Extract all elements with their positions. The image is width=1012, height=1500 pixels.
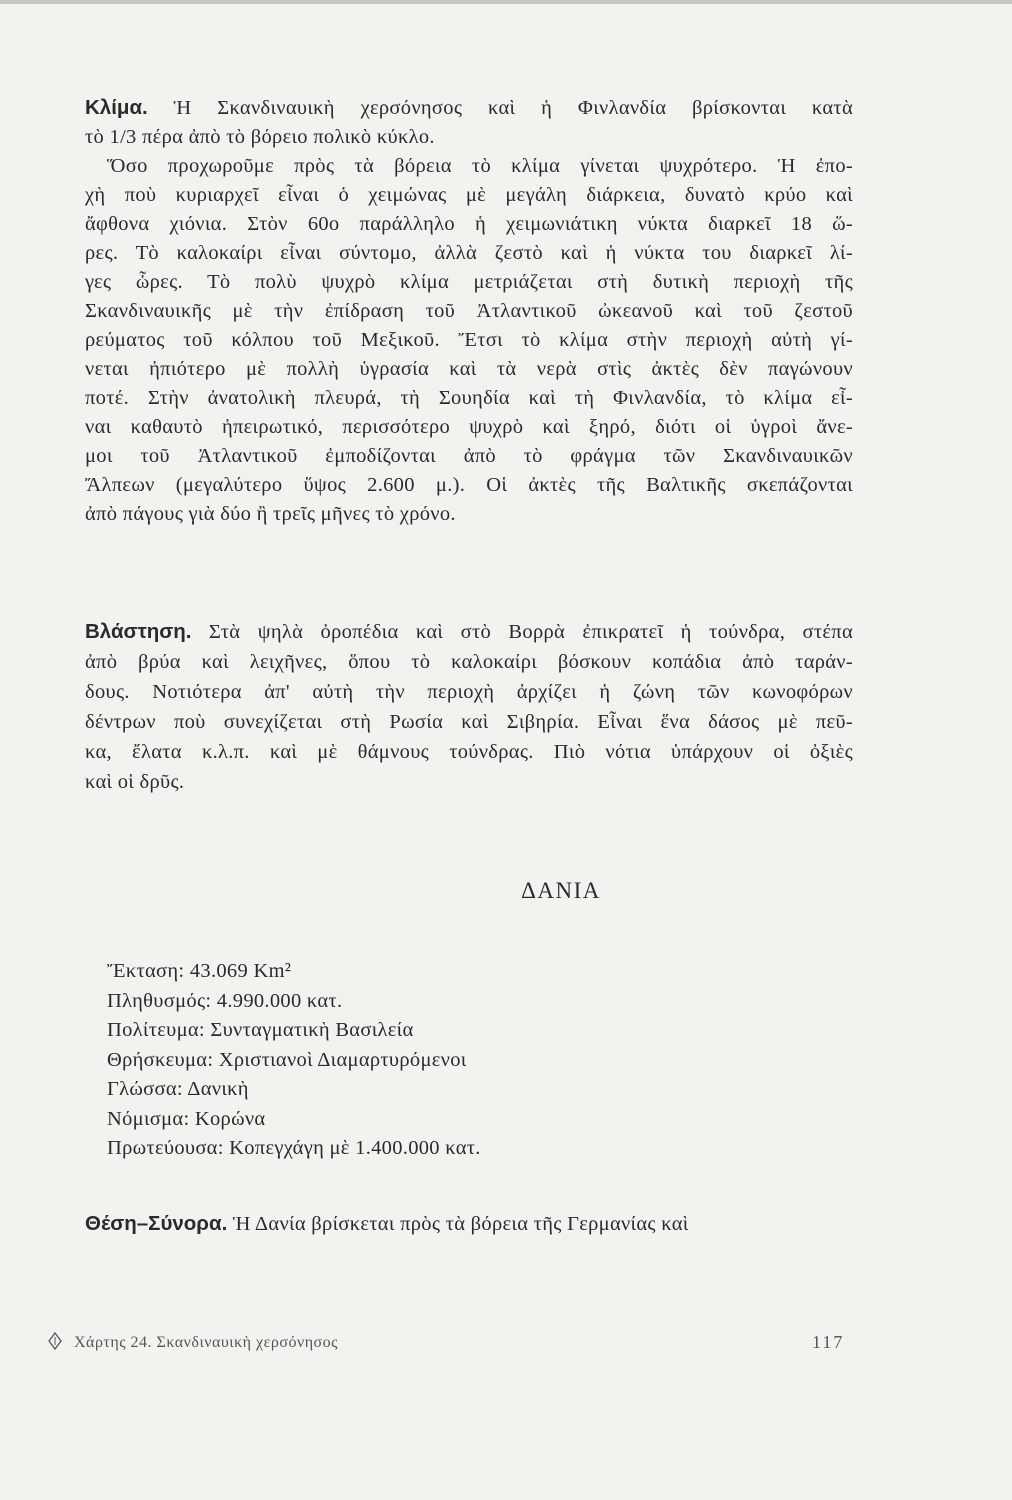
fact-label: Γλώσσα:	[107, 1078, 183, 1100]
fact-label: Πληθυσμός:	[107, 989, 212, 1012]
section-title: ΔΑΝΙΑ	[521, 878, 601, 903]
fact-value: Συνταγματικὴ Βασιλεία	[210, 1019, 414, 1041]
climate-line: ποτέ. Στὴν ἀνατολικὴ πλευρά, τὴ Σουηδία καὶ τὴ Φινλανδία, τὸ κλίμα εἶ-	[85, 387, 853, 409]
climate-line: χὴ ποὺ κυριαρχεῖ εἶναι ὁ χειμώνας μὲ μεγάλη διάρκεια, δυνατὸ κρύο καὶ	[85, 184, 853, 206]
fact-value: Κοπεγχάγη μὲ 1.400.000 κατ.	[229, 1137, 481, 1159]
climate-line: Σκανδιναυικῆς μὲ τὴν ἐπίδραση τοῦ Ἀτλαντικοῦ ὠκεανοῦ καὶ τοῦ ζεστοῦ	[85, 300, 853, 322]
climate-line: Ἄλπεων (μεγαλύτερο ὕψος 2.600 μ.). Οἱ ἀκτὲς τῆς Βαλτικῆς σκεπάζονται	[85, 474, 853, 496]
vegetation-line: Στὰ ψηλὰ ὀροπέδια καὶ στὸ Βορρὰ ἐπικρατεῖ ἡ τούνδρα, στέπα	[208, 621, 853, 643]
fact-value: 4.990.000 κατ.	[216, 989, 343, 1012]
fact-row	[107, 1046, 481, 1076]
vegetation-line: κα, ἔλατα κ.λ.π. καὶ μὲ θάμνους τούνδρας. Πιὸ νότια ὑπάρχουν οἱ ὀξιὲς	[85, 741, 853, 763]
fact-row	[107, 957, 481, 987]
position-line: Ἡ Δανία βρίσκεται πρὸς τὰ βόρεια τῆς Γερμανίας καὶ	[232, 1213, 689, 1235]
fact-value: Δανικὴ	[187, 1078, 249, 1100]
vegetation-paragraph	[85, 617, 853, 797]
position-borders-paragraph	[85, 1209, 853, 1239]
climate-line: τὸ 1/3 πέρα ἀπὸ τὸ βόρειο πολικὸ κύκλο.	[85, 126, 435, 148]
fact-label: Νόμισμα:	[107, 1107, 190, 1130]
map-marker-icon	[48, 1332, 62, 1350]
position-heading: Θέση–Σύνορα.	[85, 1212, 228, 1235]
map-caption	[48, 1332, 848, 1352]
vegetation-line: καὶ οἱ δρῦς.	[85, 771, 185, 793]
climate-line: Ὅσο προχωροῦμε πρὸς τὰ βόρεια τὸ κλίμα γίνεται ψυχρότερο. Ἡ ἐπο-	[107, 155, 853, 177]
fact-label: Θρήσκευμα:	[107, 1048, 214, 1071]
fact-value: Χριστιανοὶ Διαμαρτυρόμενοι	[218, 1048, 467, 1071]
vegetation-line: δους. Νοτιότερα ἀπ' αὐτὴ τὴν περιοχὴ ἀρχίζει ἡ ζώνη τῶν κωνοφόρων	[85, 681, 853, 703]
climate-line: ἀπὸ πάγους γιὰ δύο ἢ τρεῖς μῆνες τὸ χρόνο.	[85, 503, 456, 525]
fact-row	[107, 1075, 481, 1105]
top-edge-line	[0, 0, 1012, 4]
vegetation-heading: Βλάστηση.	[85, 620, 192, 643]
climate-line: νεται ἠπιότερο μὲ πολλὴ ὑγρασία καὶ τὰ νερὰ στὶς ἀκτὲς δὲν παγώνουν	[85, 358, 853, 380]
vegetation-line: ἀπὸ βρύα καὶ λειχῆνες, ὅπου τὸ καλοκαίρι βόσκουν κοπάδια ἀπὸ ταράν-	[85, 651, 853, 673]
fact-label: Ἔκταση:	[107, 960, 185, 982]
fact-label: Πολίτευμα:	[107, 1019, 205, 1041]
climate-line: ρες. Τὸ καλοκαίρι εἶναι σύντομο, ἀλλὰ ζεστὸ καὶ ἡ νύκτα του διαρκεῖ λί-	[85, 242, 853, 264]
fact-row	[107, 1105, 481, 1135]
map-caption-text: Χάρτης 24. Σκανδιναυικὴ χερσόνησος	[74, 1334, 339, 1351]
climate-line: Ἡ Σκανδιναυικὴ χερσόνησος καὶ ἡ Φινλανδία βρίσκονται κατὰ	[173, 97, 853, 119]
fact-row	[107, 1016, 481, 1046]
climate-heading: Κλίμα.	[85, 96, 148, 119]
fact-label: Πρωτεύουσα:	[107, 1137, 224, 1159]
fact-value: Κορώνα	[194, 1107, 266, 1130]
country-facts-list	[107, 957, 481, 1164]
climate-paragraph	[85, 93, 853, 529]
page-number: 117	[812, 1332, 845, 1352]
vegetation-line: δέντρων ποὺ συνεχίζεται στὴ Ρωσία καὶ Σιβηρία. Εἶναι ἕνα δάσος μὲ πεῦ-	[85, 711, 853, 733]
climate-line: ναι καθαυτὸ ἠπειρωτικό, περισσότερο ψυχρὸ καὶ ξηρό, διότι οἱ ὑγροὶ ἄνε-	[85, 416, 853, 438]
climate-line: μοι τοῦ Ἀτλαντικοῦ ἐμποδίζονται ἀπὸ τὸ φράγμα τῶν Σκανδιναυικῶν	[85, 445, 853, 467]
climate-line: ρεύματος τοῦ κόλπου τοῦ Μεξικοῦ. Ἔτσι τὸ κλίμα στὴν περιοχὴ αὐτὴ γί-	[85, 329, 853, 351]
fact-row	[107, 1134, 481, 1164]
fact-row	[107, 987, 481, 1017]
fact-value: 43.069 Km²	[189, 960, 292, 982]
climate-line: ἄφθονα χιόνια. Στὸν 60ο παράλληλο ἡ χειμωνιάτικη νύκτα διαρκεῖ 18 ὥ-	[85, 213, 853, 235]
climate-line: γες ὧρες. Τὸ πολὺ ψυχρὸ κλίμα μετριάζεται στὴ δυτικὴ περιοχὴ τῆς	[85, 271, 853, 293]
